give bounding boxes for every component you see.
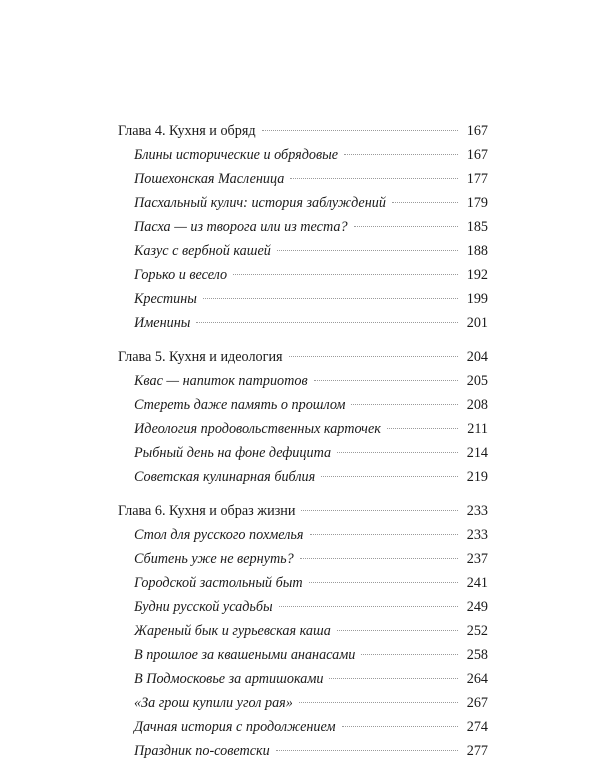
page-number: 277 — [466, 743, 488, 759]
toc-entry[interactable] — [118, 547, 488, 571]
chapter-title: Глава 6. Кухня и образ жизни — [118, 503, 296, 519]
toc-entry[interactable] — [118, 393, 488, 417]
page-number: 192 — [466, 267, 488, 283]
dot-leader — [203, 298, 458, 299]
page-number: 249 — [466, 599, 488, 615]
toc-entry[interactable] — [118, 167, 488, 191]
toc-entry[interactable] — [118, 441, 488, 465]
toc-entry[interactable] — [118, 369, 488, 393]
dot-leader — [301, 510, 458, 511]
toc-entry[interactable] — [118, 523, 488, 547]
page-number: 167 — [466, 147, 488, 163]
chapter-title: Глава 5. Кухня и идеология — [118, 349, 283, 365]
page-number: 177 — [466, 171, 488, 187]
dot-leader — [354, 226, 458, 227]
toc-entry[interactable] — [118, 417, 488, 441]
page-number: 241 — [466, 575, 488, 591]
entry-title: Пасха — из творога или из теста? — [134, 219, 348, 235]
dot-leader — [344, 154, 458, 155]
page-number: 188 — [466, 243, 488, 259]
toc-entry[interactable] — [118, 143, 488, 167]
dot-leader — [299, 702, 458, 703]
entry-title: Городской застольный быт — [134, 575, 303, 591]
dot-leader — [289, 356, 458, 357]
page-number: 237 — [466, 551, 488, 567]
page-number: 258 — [466, 647, 488, 663]
dot-leader — [321, 476, 458, 477]
page-number: 233 — [466, 527, 488, 543]
entry-title: Будни русской усадьбы — [134, 599, 273, 615]
dot-leader — [196, 322, 458, 323]
entry-title: Жареный бык и гурьевская каша — [134, 623, 331, 639]
toc-entry[interactable] — [118, 287, 488, 311]
dot-leader — [310, 534, 459, 535]
entry-title: Советская кулинарная библия — [134, 469, 316, 485]
page-number: 179 — [466, 195, 488, 211]
entry-title: «За грош купили угол рая» — [134, 695, 293, 711]
page-number: 185 — [466, 219, 488, 235]
entry-title: Дачная история с продолжением — [134, 719, 336, 735]
entry-title: Горько и весело — [134, 267, 228, 283]
dot-leader — [290, 178, 458, 179]
chapter-heading-row[interactable] — [118, 119, 488, 143]
entry-title: Сбитень уже не вернуть? — [134, 551, 294, 567]
dot-leader — [277, 250, 458, 251]
entry-title: Праздник по-советски — [134, 743, 270, 759]
entry-title: Рыбный день на фоне дефицита — [134, 445, 332, 461]
entry-title: Квас — напиток патриотов — [134, 373, 308, 389]
dot-leader — [387, 428, 458, 429]
dot-leader — [276, 750, 458, 751]
entry-title: Крестины — [134, 291, 197, 307]
dot-leader — [329, 678, 458, 679]
dot-leader — [314, 380, 458, 381]
dot-leader — [351, 404, 458, 405]
page-number: 214 — [466, 445, 488, 461]
dot-leader — [233, 274, 458, 275]
toc-entry[interactable] — [118, 465, 488, 489]
entry-title: Казус с вербной кашей — [134, 243, 271, 259]
chapter-heading-row[interactable] — [118, 345, 488, 369]
toc-entry[interactable] — [118, 239, 488, 263]
toc-entry[interactable] — [118, 191, 488, 215]
toc-entry[interactable] — [118, 215, 488, 239]
entry-title: Именины — [134, 315, 191, 331]
chapter-heading-row[interactable] — [118, 499, 488, 523]
dot-leader — [300, 558, 458, 559]
page-number: 211 — [467, 421, 488, 437]
entry-title: Идеология продовольственных карточек — [134, 421, 381, 437]
toc-entry[interactable] — [118, 739, 488, 763]
dot-leader — [392, 202, 458, 203]
dot-leader — [342, 726, 458, 727]
chapter-4 — [118, 119, 488, 335]
toc-entry[interactable] — [118, 571, 488, 595]
toc-entry[interactable] — [118, 643, 488, 667]
toc-entry[interactable] — [118, 619, 488, 643]
page-number: 205 — [466, 373, 488, 389]
dot-leader — [279, 606, 458, 607]
page-number: 267 — [466, 695, 488, 711]
dot-leader — [262, 130, 458, 131]
dot-leader — [361, 654, 458, 655]
page-number: 274 — [466, 719, 488, 735]
dot-leader — [337, 630, 458, 631]
chapter-title: Глава 4. Кухня и обряд — [118, 123, 256, 139]
dot-leader — [309, 582, 458, 583]
entry-title: Пасхальный кулич: история заблуждений — [134, 195, 386, 211]
dot-leader — [337, 452, 458, 453]
entry-title: В Подмосковье за артишоками — [134, 671, 324, 687]
entry-title: Стереть даже память о прошлом — [134, 397, 346, 413]
toc-entry[interactable] — [118, 667, 488, 691]
toc-entry[interactable] — [118, 595, 488, 619]
chapter-6 — [118, 499, 488, 763]
toc-entry[interactable] — [118, 263, 488, 287]
entry-title: Блины исторические и обрядовые — [134, 147, 339, 163]
page-number: 264 — [466, 671, 488, 687]
page-number: 208 — [466, 397, 488, 413]
entry-title: Стол для русского похмелья — [134, 527, 304, 543]
page-number: 199 — [466, 291, 488, 307]
toc-entry[interactable] — [118, 691, 488, 715]
chapter-5 — [118, 345, 488, 489]
table-of-contents — [118, 119, 488, 773]
toc-entry[interactable] — [118, 311, 488, 335]
toc-entry[interactable] — [118, 715, 488, 739]
page-number: 201 — [466, 315, 488, 331]
entry-title: В прошлое за квашеными ананасами — [134, 647, 356, 663]
page-number: 167 — [466, 123, 488, 139]
page-number: 252 — [466, 623, 488, 639]
page-number: 204 — [466, 349, 488, 365]
page-number: 219 — [466, 469, 488, 485]
entry-title: Пошехонская Масленица — [134, 171, 285, 187]
page-number: 233 — [466, 503, 488, 519]
